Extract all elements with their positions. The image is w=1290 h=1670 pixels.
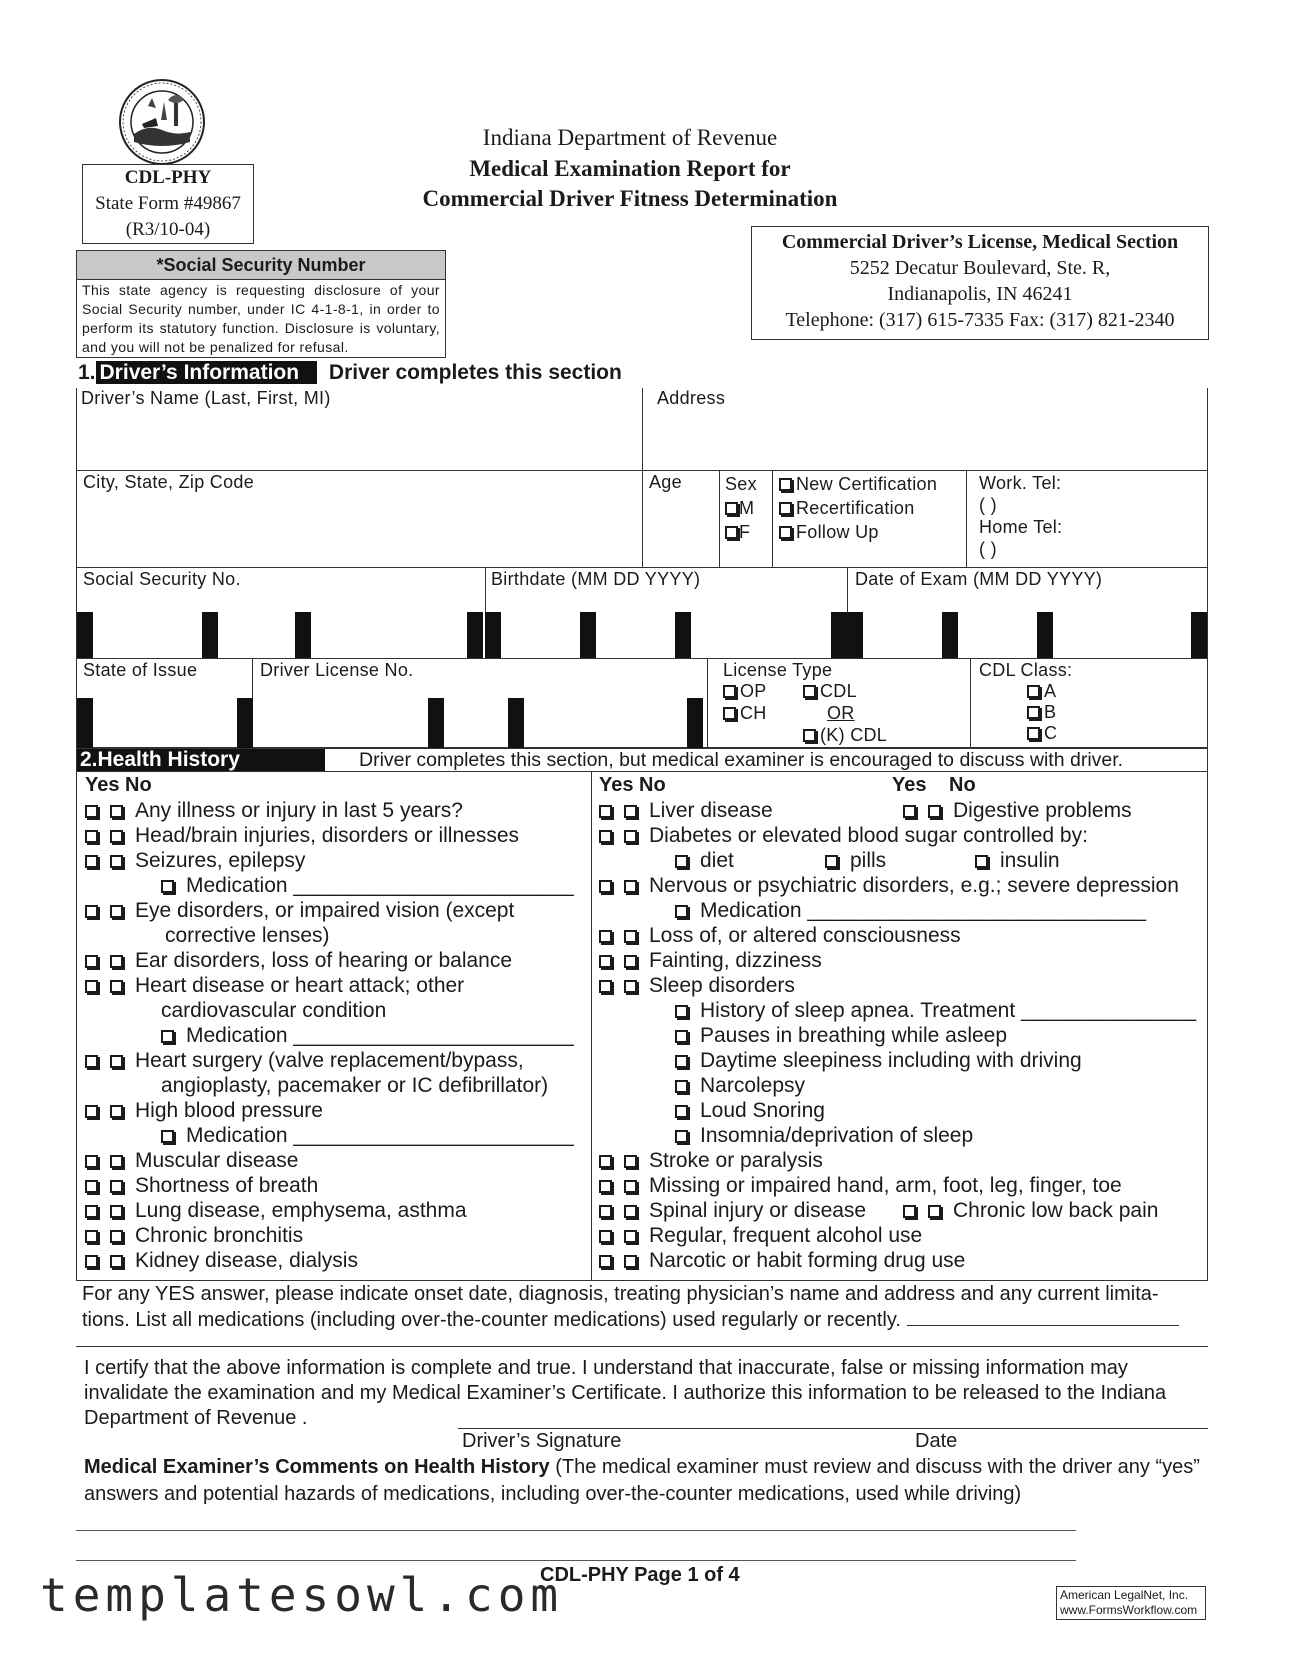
legalnet-url[interactable]: www.FormsWorkflow.com: [1060, 1603, 1198, 1617]
recertification-option[interactable]: [779, 496, 965, 520]
no-checkbox[interactable]: [110, 805, 123, 818]
telephone-fields: [979, 472, 1199, 560]
yes-checkbox[interactable]: [903, 1205, 916, 1218]
yes-checkbox[interactable]: [85, 1180, 98, 1193]
sleep-subitem-checkbox[interactable]: [675, 1055, 688, 1068]
health-item-label: Eye disorders, or impaired vision (except: [135, 899, 515, 922]
health-item-sleep: [599, 973, 1199, 998]
health-item-label: Spinal injury or disease: [649, 1199, 867, 1222]
license-cdl-checkbox[interactable]: [803, 685, 816, 698]
loud-snoring-option[interactable]: [599, 1098, 1199, 1123]
health-item-label: Heart disease or heart attack; other: [135, 974, 465, 997]
health-item-back-pain: [903, 1198, 1158, 1223]
medication-label: Medication ________________________: [186, 1124, 574, 1147]
age-label: Age: [649, 472, 682, 492]
section2-title: Health History: [97, 748, 240, 771]
sleep-subitem-label: Loud Snoring: [700, 1099, 825, 1122]
health-item-heart: [85, 973, 585, 998]
health-item-label: Heart surgery (valve replacement/bypass,: [135, 1049, 524, 1072]
health-item-label: Liver disease: [649, 799, 773, 822]
health-item-lung: [85, 1198, 585, 1223]
exam-date-digit-boxes[interactable]: [847, 612, 1209, 658]
pills-option[interactable]: [825, 848, 886, 873]
watermark: templatesowl.com: [40, 1568, 564, 1622]
left-yes-no-header: Yes No: [85, 774, 152, 796]
section1-note: Driver completes this section: [328, 361, 622, 384]
sex-m-label: M: [739, 498, 755, 518]
sleep-subitem-label: Insomnia/deprivation of sleep: [700, 1124, 974, 1147]
health-item-label: Chronic low back pain: [953, 1199, 1159, 1222]
new-certification-option[interactable]: [779, 472, 965, 496]
yes-checkbox[interactable]: [85, 1105, 98, 1118]
ssn-notice-body: This state agency is requesting disclosure of your Social Security number, under IC 4-1-8-1, in order to perform its statutory function. Disclosure is voluntary, and you will not be penalized for refusal.: [82, 282, 440, 355]
license-kcdl-label: (K) CDL: [820, 725, 888, 745]
form-code: CDL-PHY: [124, 167, 212, 188]
sleep-subitem-label: Pauses in breathing while asleep: [700, 1024, 1008, 1047]
health-item-stroke: [599, 1148, 1199, 1173]
no-checkbox[interactable]: [624, 1180, 637, 1193]
sleep-subitem-label: Daytime sleepiness including with driving: [700, 1049, 1082, 1072]
health-item-label: Fainting, dizziness: [649, 949, 822, 972]
yes-checkbox[interactable]: [85, 855, 98, 868]
drivers-name-field[interactable]: [81, 388, 636, 468]
no-checkbox[interactable]: [110, 1055, 123, 1068]
class-b-label: B: [1044, 702, 1057, 722]
yes-checkbox[interactable]: [903, 805, 916, 818]
right-yes-no-header: Yes No: [599, 774, 666, 796]
health-item-eye-cont: corrective lenses): [165, 924, 330, 947]
work-tel-field[interactable]: ( ): [979, 495, 997, 515]
insulin-label: insulin: [1000, 849, 1060, 872]
yes-checkbox[interactable]: [85, 905, 98, 918]
health-item-head: [85, 823, 585, 848]
no-checkbox[interactable]: [110, 905, 123, 918]
yes-checkbox[interactable]: [599, 830, 612, 843]
ssn-digit-boxes[interactable]: [77, 612, 485, 658]
health-item-label: Missing or impaired hand, arm, foot, leg, finger, toe: [649, 1174, 1122, 1197]
section2-number: 2.: [80, 748, 98, 771]
no-checkbox[interactable]: [928, 1205, 941, 1218]
pills-checkbox[interactable]: [825, 855, 838, 868]
health-item-narcotic: [599, 1248, 1199, 1273]
age-field[interactable]: [649, 472, 713, 562]
class-c-checkbox[interactable]: [1027, 727, 1040, 740]
class-a-checkbox[interactable]: [1027, 685, 1040, 698]
class-b-option[interactable]: [979, 702, 1199, 723]
yes-checkbox[interactable]: [599, 1230, 612, 1243]
yes-checkbox[interactable]: [85, 1155, 98, 1168]
health-item-label: Diabetes or elevated blood sugar controlled by:: [649, 824, 1088, 847]
health-item-fainting: [599, 948, 1199, 973]
no-checkbox[interactable]: [110, 1230, 123, 1243]
work-tel-label: Work. Tel:: [979, 473, 1062, 493]
sleep-subitem-label: History of sleep apnea. Treatment _______________: [700, 999, 1197, 1022]
section2-header: [76, 748, 1208, 772]
legalnet-box: [1056, 1586, 1206, 1620]
medication-checkbox[interactable]: [161, 1130, 174, 1143]
yes-checkbox[interactable]: [599, 880, 612, 893]
health-item-label: Sleep disorders: [649, 974, 795, 997]
follow-up-option[interactable]: [779, 520, 965, 544]
no-checkbox[interactable]: [110, 1155, 123, 1168]
no-checkbox[interactable]: [110, 830, 123, 843]
license-ch-option[interactable]: [723, 703, 767, 724]
yes-checkbox[interactable]: [599, 805, 612, 818]
certification-statement: I certify that the above information is complete and true. I understand that inaccurate, false or missing information may invalidate the examination and my Medical Examiner’s Certificate. I authorize this information to be released to the Indiana Department of Revenue .: [84, 1357, 1167, 1429]
health-item-nervous: [599, 873, 1199, 898]
health-history-table: [76, 771, 1208, 1281]
city-state-zip-label: City, State, Zip Code: [83, 472, 255, 492]
form-revision: (R3/10-04): [125, 219, 211, 240]
medication-label: Medication ________________________: [186, 874, 574, 897]
diet-checkbox[interactable]: [675, 855, 688, 868]
health-item-label: Seizures, epilepsy: [135, 849, 306, 872]
yes-note-line-1: For any YES answer, please indicate onset date, diagnosis, treating physician’s name and address and any current limita-: [82, 1283, 1159, 1305]
health-left-column: [85, 773, 585, 1273]
title-line-2: Commercial Driver Fitness Determination: [422, 186, 838, 211]
examiner-comment-line-2[interactable]: [76, 1560, 1076, 1561]
health-item-label: Chronic bronchitis: [135, 1224, 304, 1247]
home-tel-label: Home Tel:: [979, 517, 1063, 537]
health-item-heart-surgery: [85, 1048, 585, 1073]
health-item-muscular: [85, 1148, 585, 1173]
yes-note-line-2: tions. List all medications (including over-the-counter medications) used regularly or recently.: [82, 1309, 901, 1331]
examiner-comment-line-1[interactable]: [76, 1530, 1076, 1531]
address-field[interactable]: [657, 388, 1197, 468]
sex-label: Sex: [725, 474, 757, 494]
class-a-label: A: [1044, 681, 1057, 701]
recertification-checkbox[interactable]: [779, 502, 792, 515]
health-item-spinal: [599, 1198, 1199, 1223]
page-number: CDL-PHY Page 1 of 4: [540, 1564, 740, 1586]
mailing-address-box: [751, 226, 1209, 340]
license-type-label: License Type: [723, 660, 833, 680]
sleep-subitem-label: Narcolepsy: [700, 1074, 806, 1097]
legalnet-name: American LegalNet, Inc.: [1060, 1588, 1189, 1602]
medications-entry-line[interactable]: [907, 1307, 1179, 1326]
signature-date-label: Date: [915, 1430, 958, 1452]
health-item-label: Shortness of breath: [135, 1174, 319, 1197]
no-checkbox[interactable]: [928, 805, 941, 818]
birthdate-digit-boxes[interactable]: [485, 612, 847, 658]
sleep-subitem-checkbox[interactable]: [675, 1130, 688, 1143]
no-checkbox[interactable]: [624, 1255, 637, 1268]
health-item-liver: [599, 798, 1199, 823]
health-item-digestive: [903, 798, 1132, 823]
cdl-class-label: CDL Class:: [979, 660, 1073, 680]
driver-license-label: Driver License No.: [260, 660, 414, 680]
health-item-breath: [85, 1173, 585, 1198]
section2-note: Driver completes this section, but medical examiner is encouraged to discuss with driver.: [359, 749, 1124, 771]
no-checkbox[interactable]: [624, 1155, 637, 1168]
health-item-label: Regular, frequent alcohol use: [649, 1224, 923, 1247]
license-cdl-option[interactable]: [803, 681, 857, 702]
sex-f-option[interactable]: [725, 520, 771, 544]
state-form-number: State Form #49867: [95, 193, 241, 214]
diabetes-control-options: [599, 848, 1199, 873]
breathing-pauses-option[interactable]: [599, 1023, 1199, 1048]
state-of-issue-label: State of Issue: [83, 660, 198, 680]
form-id-box: [82, 164, 254, 244]
license-kcdl-option[interactable]: [803, 725, 887, 746]
license-op-checkbox[interactable]: [723, 685, 736, 698]
medication-label: Medication ________________________: [186, 1024, 574, 1047]
health-item-label: Head/brain injuries, disorders or illnesses: [135, 824, 520, 847]
medication-checkbox[interactable]: [161, 1030, 174, 1043]
driver-signature-label: Driver’s Signature: [462, 1430, 622, 1452]
medication-checkbox[interactable]: [161, 880, 174, 893]
sleep-subitem-checkbox[interactable]: [675, 1005, 688, 1018]
health-item-seizures: [85, 848, 585, 873]
health-item-consciousness: [599, 923, 1199, 948]
yes-checkbox[interactable]: [85, 955, 98, 968]
no-checkbox[interactable]: [110, 955, 123, 968]
no-checkbox[interactable]: [624, 880, 637, 893]
no-checkbox[interactable]: [110, 1180, 123, 1193]
yes-checkbox[interactable]: [599, 1205, 612, 1218]
yes-checkbox[interactable]: [599, 980, 612, 993]
ssn-notice-title: *Social Security Number: [77, 251, 445, 280]
sex-m-checkbox[interactable]: [725, 502, 738, 515]
yes-checkbox[interactable]: [85, 805, 98, 818]
health-item-label: Nervous or psychiatric disorders, e.g.; severe depression: [649, 874, 1179, 897]
health-item-label: Digestive problems: [953, 799, 1132, 822]
examiner-comments-text: (The medical examiner must review and discuss with the driver any “yes” answers and potential hazards of medications, including over-the-counter medications, used while driving): [84, 1456, 1200, 1505]
yes-answer-instructions: [82, 1282, 1212, 1333]
certification-options: [779, 472, 965, 544]
section1-title: Driver’s Information: [96, 361, 318, 384]
yes-checkbox[interactable]: [599, 1180, 612, 1193]
health-item-eye: [85, 898, 585, 923]
seizure-medication[interactable]: [85, 873, 585, 898]
health-right-column: [599, 773, 1199, 1273]
agency-name: Indiana Department of Revenue: [482, 125, 778, 150]
health-item-kidney: [85, 1248, 585, 1273]
yes-checkbox[interactable]: [85, 830, 98, 843]
no-checkbox[interactable]: [624, 930, 637, 943]
home-tel-field[interactable]: ( ): [979, 539, 997, 559]
exam-date-label: Date of Exam (MM DD YYYY): [855, 569, 1103, 589]
mailing-title: Commercial Driver’s License, Medical Section: [781, 231, 1179, 253]
no-checkbox[interactable]: [110, 980, 123, 993]
health-item-label: Any illness or injury in last 5 years?: [135, 799, 463, 822]
health-item-label: Kidney disease, dialysis: [135, 1249, 358, 1272]
diet-label: diet: [700, 849, 734, 872]
medications-line-2[interactable]: [76, 1346, 1208, 1347]
health-item-bronchitis: [85, 1223, 585, 1248]
new-certification-checkbox[interactable]: [779, 478, 792, 491]
examiner-comments-heading: [84, 1454, 1204, 1508]
no-checkbox[interactable]: [624, 805, 637, 818]
health-item-limb: [599, 1173, 1199, 1198]
yes-checkbox[interactable]: [599, 955, 612, 968]
follow-up-label: Follow Up: [796, 522, 879, 542]
section1-header: [78, 360, 622, 386]
health-item-label: High blood pressure: [135, 1099, 323, 1122]
drivers-name-label: Driver’s Name (Last, First, MI): [81, 388, 331, 408]
examiner-comments-title: Medical Examiner’s Comments on Health History: [84, 1456, 550, 1478]
license-ch-label: CH: [740, 703, 767, 723]
insulin-option[interactable]: [975, 848, 1060, 873]
signature-line[interactable]: [458, 1428, 1208, 1429]
ssn-notice-box: [76, 250, 446, 358]
pills-label: pills: [850, 849, 887, 872]
no-checkbox[interactable]: [110, 1205, 123, 1218]
daytime-sleepiness-option[interactable]: [599, 1048, 1199, 1073]
class-c-label: C: [1044, 723, 1058, 743]
license-or-label: OR: [827, 703, 855, 723]
mailing-phone: Telephone: (317) 615-7335 Fax: (317) 821-2340: [785, 309, 1175, 331]
no-checkbox[interactable]: [110, 855, 123, 868]
state-seal: [118, 78, 206, 166]
sex-m-option[interactable]: [725, 496, 771, 520]
section1-number: 1.: [78, 361, 96, 384]
sex-f-checkbox[interactable]: [725, 526, 738, 539]
class-b-checkbox[interactable]: [1027, 706, 1040, 719]
mailing-city: Indianapolis, IN 46241: [887, 283, 1073, 305]
license-cdl-label: CDL: [820, 681, 857, 701]
no-checkbox[interactable]: [624, 1230, 637, 1243]
address-label: Address: [657, 388, 726, 408]
health-item-ear: [85, 948, 585, 973]
health-item-label: Stroke or paralysis: [649, 1149, 823, 1172]
health-item-illness: [85, 798, 585, 823]
yes-checkbox[interactable]: [599, 1255, 612, 1268]
sleep-subitem-checkbox[interactable]: [675, 1030, 688, 1043]
no-checkbox[interactable]: [110, 1255, 123, 1268]
digestive-yes-header: Yes: [892, 774, 927, 796]
mailing-street: 5252 Decatur Boulevard, Ste. R,: [849, 257, 1111, 279]
no-checkbox[interactable]: [624, 955, 637, 968]
diet-option[interactable]: [675, 849, 734, 872]
health-item-diabetes: [599, 823, 1199, 848]
follow-up-checkbox[interactable]: [779, 526, 792, 539]
class-a-option[interactable]: [979, 681, 1199, 702]
sleep-subitem-checkbox[interactable]: [675, 1080, 688, 1093]
license-kcdl-checkbox[interactable]: [803, 729, 816, 742]
digestive-no-header: No: [949, 774, 976, 796]
no-checkbox[interactable]: [624, 1205, 637, 1218]
insomnia-option[interactable]: [599, 1123, 1199, 1148]
state-of-issue-boxes[interactable]: [77, 698, 252, 748]
sleep-subitem-checkbox[interactable]: [675, 1105, 688, 1118]
license-ch-checkbox[interactable]: [723, 707, 736, 720]
health-item-label: Narcotic or habit forming drug use: [649, 1249, 966, 1272]
narcolepsy-option[interactable]: [599, 1073, 1199, 1098]
yes-checkbox[interactable]: [85, 1255, 98, 1268]
nervous-medication[interactable]: [599, 898, 1199, 923]
sleep-apnea-option[interactable]: [599, 998, 1199, 1023]
health-item-heart-surgery-cont: angioplasty, pacemaker or IC defibrillator): [161, 1074, 549, 1097]
yes-checkbox[interactable]: [85, 1230, 98, 1243]
license-op-option[interactable]: [723, 681, 767, 702]
no-checkbox[interactable]: [624, 830, 637, 843]
form-title-block: [380, 122, 880, 214]
health-item-label: Lung disease, emphysema, asthma: [135, 1199, 467, 1222]
license-op-label: OP: [740, 681, 767, 701]
new-certification-label: New Certification: [796, 474, 938, 494]
no-checkbox[interactable]: [624, 980, 637, 993]
health-item-label: Loss of, or altered consciousness: [649, 924, 961, 947]
yes-checkbox[interactable]: [85, 1055, 98, 1068]
sex-field: [725, 472, 771, 544]
yes-checkbox[interactable]: [85, 1205, 98, 1218]
heart-medication[interactable]: [85, 1023, 585, 1048]
health-item-alcohol: [599, 1223, 1199, 1248]
health-item-heart-cont: cardiovascular condition: [161, 999, 387, 1022]
recertification-label: Recertification: [796, 498, 915, 518]
cdl-class-block: [979, 660, 1199, 744]
city-state-zip-field[interactable]: [83, 472, 633, 562]
yes-checkbox[interactable]: [599, 1155, 612, 1168]
title-line-1: Medical Examination Report for: [469, 156, 791, 181]
bp-medication[interactable]: [85, 1123, 585, 1148]
insulin-checkbox[interactable]: [975, 855, 988, 868]
health-item-label: Muscular disease: [135, 1149, 299, 1172]
medication-label: Medication _____________________________: [700, 899, 1147, 922]
health-item-blood-pressure: [85, 1098, 585, 1123]
driver-info-grid: [76, 388, 1208, 748]
section2-title-bar: [77, 749, 325, 771]
yes-checkbox[interactable]: [599, 930, 612, 943]
class-c-option[interactable]: [979, 723, 1199, 744]
driver-license-boxes[interactable]: [252, 698, 707, 748]
health-item-label: Ear disorders, loss of hearing or balance: [135, 949, 513, 972]
birthdate-label: Birthdate (MM DD YYYY): [491, 569, 701, 589]
yes-checkbox[interactable]: [85, 980, 98, 993]
medication-checkbox[interactable]: [675, 905, 688, 918]
ssn-label: Social Security No.: [83, 569, 241, 589]
sex-f-label: F: [739, 522, 751, 542]
no-checkbox[interactable]: [110, 1105, 123, 1118]
